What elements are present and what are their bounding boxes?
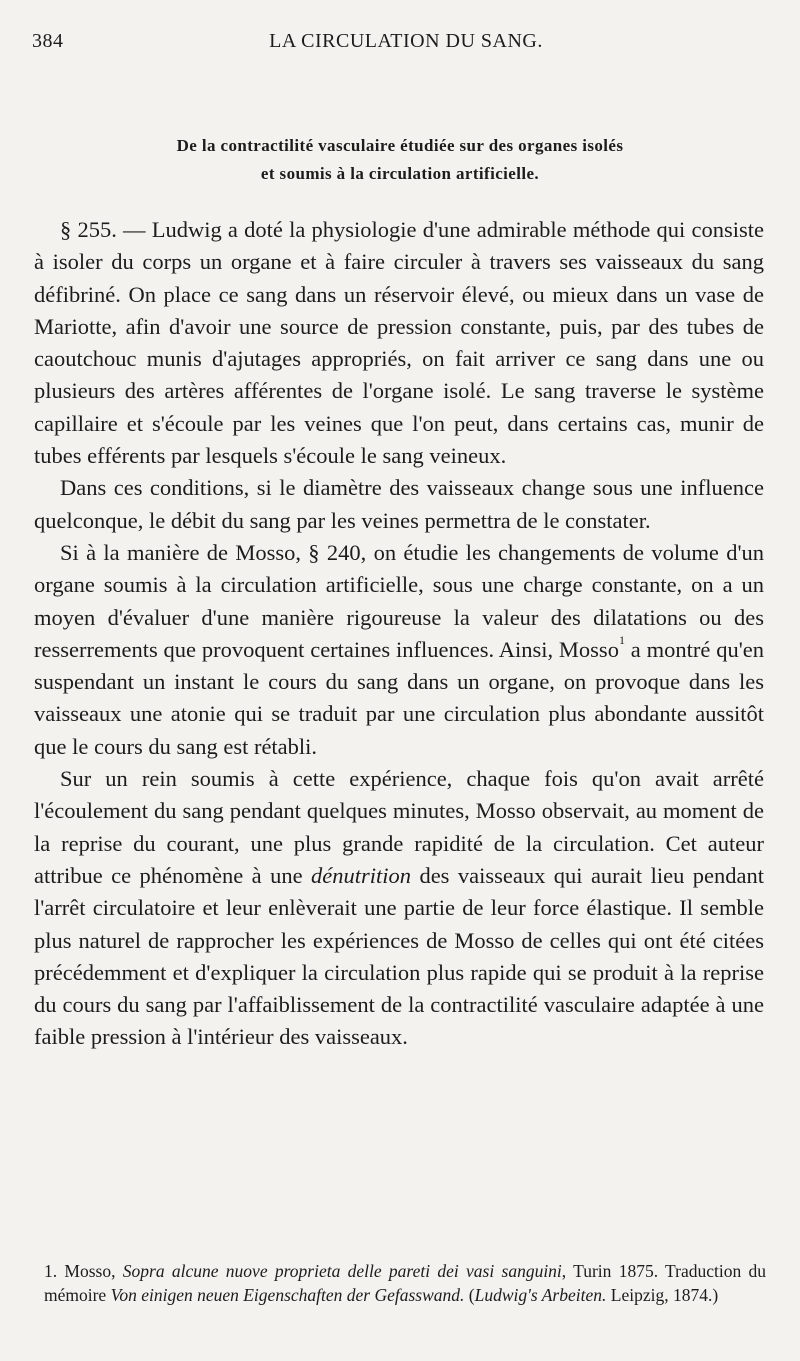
italic-term: dénutrition <box>311 862 412 888</box>
paragraph-mosso-method <box>34 537 764 763</box>
page-number: 384 <box>32 30 64 52</box>
running-head <box>32 30 760 60</box>
paragraph-text: des vaisseaux qui aurait lieu pendant l'arrêt circulatoire et leur enlèverait une partie de leur force élastique. Il semble plus naturel de rapprocher les expériences de Mosso de celles qui ont été citées précédemment et d'expliquer la circulation plus rapide qui se produit à la reprise du cours du sang par l'affaiblissement de la contractilité vasculaire adaptée à une faible pression à l'intérieur des vaisseaux. <box>34 862 764 1050</box>
footnote-text: , Turin 1875. Traduction du mémoire <box>44 1261 766 1305</box>
paragraph-text: a montré qu'en suspendant un instant le cours du sang dans un organe, on provoque dans les vaisseaux une atonie qui se traduit par une circulation plus abondante aussitôt que le cours du sang est rétabli. <box>34 636 765 759</box>
footnote <box>44 1259 766 1307</box>
section-heading-line-2: et soumis à la circulation artificielle. <box>260 164 540 183</box>
body-text <box>34 214 764 1054</box>
paragraph-conditions: Dans ces conditions, si le diamètre des vaisseaux change sous une influence quelconque, le débit du sang par les veines permettra de le constater. <box>34 475 764 533</box>
paragraph-text: Si à la manière de Mosso, § 240, on étudie les changements de volume d'un organe soumis à la circulation artificielle, sous une charge constante, on a un moyen d'évaluer d'une manière rigoureuse la valeur des dilatations ou des resserrements que provoquent certaines influences. Ainsi, Mosso <box>34 539 764 662</box>
footnote-title: Von einigen neuen Eigenschaften der Gefasswand. <box>110 1285 465 1305</box>
footnote-title: Ludwig's Arbeiten. <box>474 1285 607 1305</box>
footnote-text: ( <box>464 1285 475 1305</box>
footnote-lead: 1. Mosso, <box>44 1261 123 1281</box>
footnote-title: Sopra alcune nuove proprieta delle pareti dei vasi sanguini <box>122 1261 562 1281</box>
footnote-reference: 1 <box>618 632 625 647</box>
paragraph-text: Sur un rein soumis à cette expérience, chaque fois qu'on avait arrêté l'écoulement du sang pendant quelques minutes, Mosso observait, au moment de la reprise du courant, une plus grande rapidité de la circulation. Cet auteur attribue ce phénomène à une <box>34 766 764 888</box>
footnote-text: Leipzig, 1874.) <box>606 1285 719 1305</box>
section-heading <box>40 132 760 188</box>
running-title: LA CIRCULATION DU SANG. <box>269 30 543 52</box>
paragraph-255: § 255. — Ludwig a doté la physiologie d'une admirable méthode qui consiste à isoler du corps un organe et à faire circuler à travers ses vaisseaux du sang défibriné. On place ce sang dans un réservoir élevé, ou mieux dans un vase de Mariotte, afin d'avoir une source de pression constante, puis, par des tubes de caoutchouc munis d'ajutages appropriés, on fait arriver ce sang dans une ou plusieurs des artères afférentes de l'organe isolé. Le sang traverse le système capillaire et s'écoule par les veines que l'on peut, dans certains cas, munir de tubes efférents par lesquels s'écoule le sang veineux. <box>34 217 764 469</box>
paragraph-kidney-experiment <box>34 763 764 1054</box>
section-heading-line-1: De la contractilité vasculaire étudiée sur des organes isolés <box>176 136 624 155</box>
